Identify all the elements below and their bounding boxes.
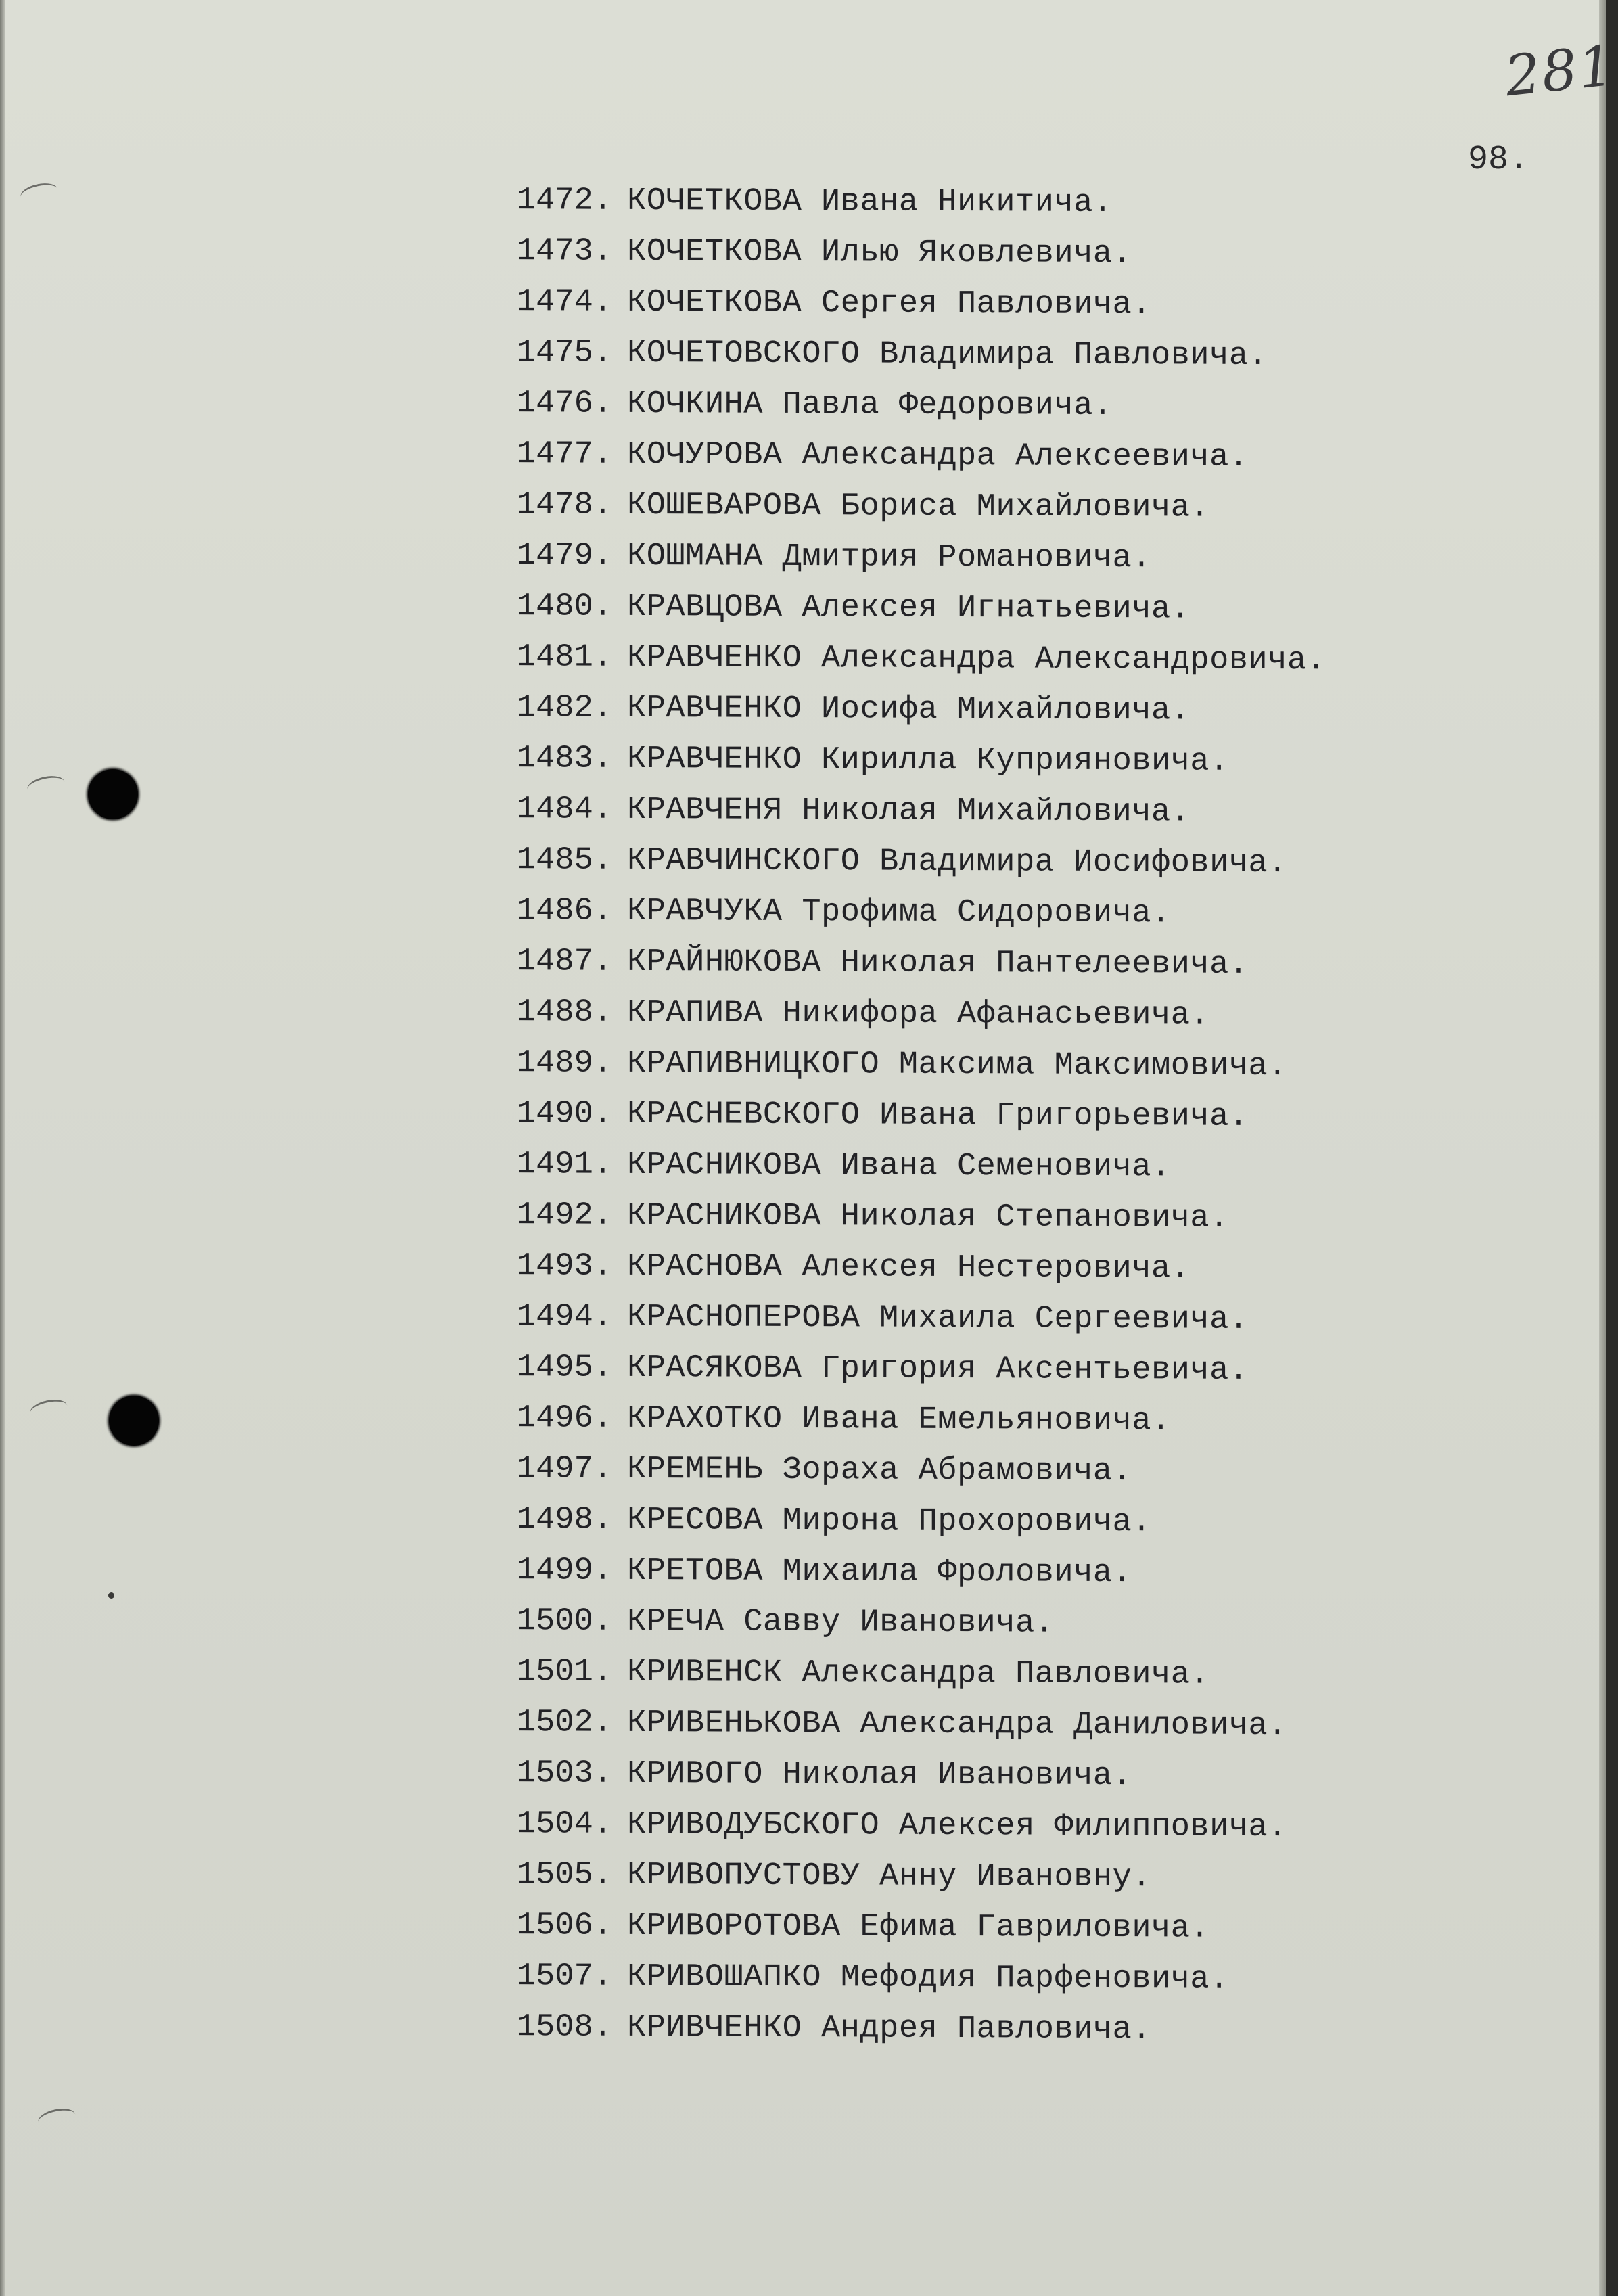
- entry-number: 1483.: [516, 741, 612, 777]
- list-item: [487, 1545, 1434, 1600]
- entry-number: 1484.: [516, 791, 612, 828]
- list-item: [487, 1393, 1434, 1448]
- ink-speck: [108, 1592, 114, 1599]
- entry-number: 1485.: [516, 842, 612, 879]
- entry-number: 1504.: [516, 1806, 612, 1843]
- entry-name: КРАВЧЕНКО Кирилла Куприяновича.: [627, 741, 1229, 780]
- entry-number: 1479.: [516, 538, 612, 574]
- entry-number: 1496.: [516, 1400, 612, 1437]
- list-item: [487, 1900, 1434, 1955]
- entry-name: КОЧЕТОВСКОГО Владимира Павловича.: [627, 335, 1268, 374]
- entry-name: КОЧЕТКОВА Сергея Павловича.: [627, 284, 1152, 323]
- entry-number: 1507.: [516, 1958, 612, 1995]
- list-item: [487, 1038, 1434, 1093]
- entry-name: КРИВОРОТОВА Ефима Гавриловича.: [627, 1908, 1210, 1947]
- entry-number: 1474.: [516, 284, 612, 321]
- entry-name: КРЕТОВА Михаила Фроловича.: [627, 1553, 1132, 1592]
- punch-hole: [109, 1396, 159, 1446]
- entry-name: КРАВЧЕНКО Александра Александровича.: [627, 639, 1326, 679]
- list-item: [487, 175, 1434, 230]
- list-item: [487, 784, 1434, 839]
- entry-name: КРИВОШАПКО Мефодия Парфеновича.: [627, 1958, 1229, 1998]
- entry-number: 1480.: [516, 589, 612, 625]
- list-item: [487, 1850, 1434, 1904]
- list-item: [487, 1647, 1434, 1701]
- entry-name: КРИВЕНЬКОВА Александра Даниловича.: [627, 1705, 1287, 1745]
- entry-name: КРИВОГО Николая Ивановича.: [627, 1755, 1132, 1795]
- list-item: [487, 1951, 1434, 2006]
- entry-name: КРИВОПУСТОВУ Анну Ивановну.: [627, 1857, 1152, 1896]
- entry-name: КОШЕВАРОВА Бориса Михайловича.: [627, 487, 1210, 526]
- list-item: [487, 1444, 1434, 1498]
- entry-name: КРАВЧЕНЯ Николая Михайловича.: [627, 791, 1191, 831]
- name-list: [487, 175, 1434, 2057]
- list-item: [487, 277, 1434, 331]
- entry-number: 1488.: [516, 994, 612, 1031]
- tear-mark: [26, 773, 66, 798]
- entry-number: 1472.: [516, 183, 612, 219]
- list-item: [487, 378, 1434, 433]
- list-item: [487, 1748, 1434, 1803]
- list-item: [487, 1596, 1434, 1651]
- list-item: [487, 1494, 1434, 1549]
- entry-name: КРАВЧЕНКО Иосифа Михайловича.: [627, 690, 1191, 729]
- entry-name: КРАСНОПЕРОВА Михаила Сергеевича.: [627, 1299, 1249, 1338]
- list-item: [487, 530, 1434, 585]
- entry-name: КРАЙНЮКОВА Николая Пантелеевича.: [627, 944, 1249, 983]
- entry-number: 1498.: [516, 1502, 612, 1538]
- entry-number: 1491.: [516, 1147, 612, 1183]
- entry-number: 1477.: [516, 436, 612, 473]
- list-item: [487, 1291, 1434, 1346]
- entry-number: 1490.: [516, 1096, 612, 1132]
- list-item: [487, 987, 1434, 1042]
- list-item: [487, 1190, 1434, 1245]
- entry-name: КРИВОДУБСКОГО Алексея Филипповича.: [627, 1806, 1287, 1846]
- entry-name: КРАВЦОВА Алексея Игнатьевича.: [627, 589, 1191, 628]
- entry-name: КРАХОТКО Ивана Емельяновича.: [627, 1400, 1171, 1440]
- list-item: [487, 1241, 1434, 1295]
- entry-number: 1481.: [516, 639, 612, 676]
- page-number: 98.: [1468, 141, 1529, 179]
- tear-mark: [37, 2105, 77, 2131]
- list-item: [487, 429, 1434, 484]
- entry-number: 1499.: [516, 1553, 612, 1589]
- entry-name: КРАСНИКОВА Николая Степановича.: [627, 1197, 1229, 1237]
- list-item: [487, 1139, 1434, 1194]
- list-item: [487, 480, 1434, 534]
- entry-name: КРАПИВА Никифора Афанасьевича.: [627, 994, 1210, 1034]
- folio-number: 281: [1502, 33, 1618, 110]
- entry-name: КОШМАНА Дмитрия Романовича.: [627, 538, 1152, 577]
- entry-number: 1492.: [516, 1197, 612, 1234]
- entry-number: 1508.: [516, 2009, 612, 2046]
- list-item: [487, 327, 1434, 382]
- list-item: [487, 733, 1434, 788]
- entry-name: КРАСНЕВСКОГО Ивана Григорьевича.: [627, 1096, 1249, 1135]
- list-item: [487, 1799, 1434, 1854]
- list-item: [487, 835, 1434, 890]
- entry-number: 1502.: [516, 1705, 612, 1741]
- entry-number: 1473.: [516, 233, 612, 270]
- entry-number: 1505.: [516, 1857, 612, 1893]
- entry-number: 1486.: [516, 893, 612, 929]
- entry-name: КРАВЧУКА Трофима Сидоровича.: [627, 893, 1171, 932]
- entry-number: 1476.: [516, 386, 612, 422]
- page-right-edge: [1599, 0, 1606, 2296]
- entry-number: 1478.: [516, 487, 612, 524]
- list-item: [487, 581, 1434, 636]
- entry-name: КРАСНИКОВА Ивана Семеновича.: [627, 1147, 1171, 1186]
- list-item: [487, 632, 1434, 687]
- entry-number: 1501.: [516, 1654, 612, 1691]
- entry-name: КРАСЯКОВА Григория Аксентьевича.: [627, 1350, 1249, 1389]
- entry-number: 1506.: [516, 1908, 612, 1944]
- list-item: [487, 886, 1434, 940]
- entry-name: КРАВЧИНСКОГО Владимира Иосифовича.: [627, 842, 1287, 882]
- tear-mark: [28, 1396, 69, 1422]
- entry-number: 1489.: [516, 1045, 612, 1082]
- entry-number: 1500.: [516, 1603, 612, 1640]
- list-item: [487, 226, 1434, 281]
- list-item: [487, 1697, 1434, 1752]
- entry-number: 1475.: [516, 335, 612, 371]
- entry-name: КРЕСОВА Мирона Прохоровича.: [627, 1502, 1152, 1541]
- list-item: [487, 1342, 1434, 1397]
- entry-name: КОЧКИНА Павла Федоровича.: [627, 386, 1113, 424]
- list-item: [487, 936, 1434, 991]
- list-item: [487, 1088, 1434, 1143]
- entry-name: КРАСНОВА Алексея Нестеровича.: [627, 1248, 1191, 1287]
- entry-number: 1503.: [516, 1755, 612, 1792]
- list-item: [487, 683, 1434, 737]
- punch-hole: [88, 769, 138, 819]
- entry-name: КРИВЕНСК Александра Павловича.: [627, 1654, 1210, 1693]
- page-left-edge: [0, 0, 5, 2296]
- entry-name: КОЧЕТКОВА Ивана Никитича.: [627, 183, 1113, 221]
- entry-name: КРИВЧЕНКО Андрея Павловича.: [627, 2009, 1152, 2048]
- entry-name: КРАПИВНИЦКОГО Максима Максимовича.: [627, 1045, 1287, 1085]
- entry-number: 1493.: [516, 1248, 612, 1285]
- entry-number: 1495.: [516, 1350, 612, 1386]
- list-item: [487, 2002, 1434, 2057]
- entry-number: 1497.: [516, 1451, 612, 1488]
- tear-mark: [19, 180, 60, 206]
- entry-name: КРЕЧА Савву Ивановича.: [627, 1603, 1055, 1642]
- entry-name: КОЧУРОВА Александра Алексеевича.: [627, 436, 1249, 476]
- entry-number: 1482.: [516, 690, 612, 727]
- entry-name: КРЕМЕНЬ Зораха Абрамовича.: [627, 1451, 1132, 1490]
- entry-number: 1494.: [516, 1299, 612, 1335]
- entry-name: КОЧЕТКОВА Илью Яковлевича.: [627, 233, 1132, 273]
- entry-number: 1487.: [516, 944, 612, 980]
